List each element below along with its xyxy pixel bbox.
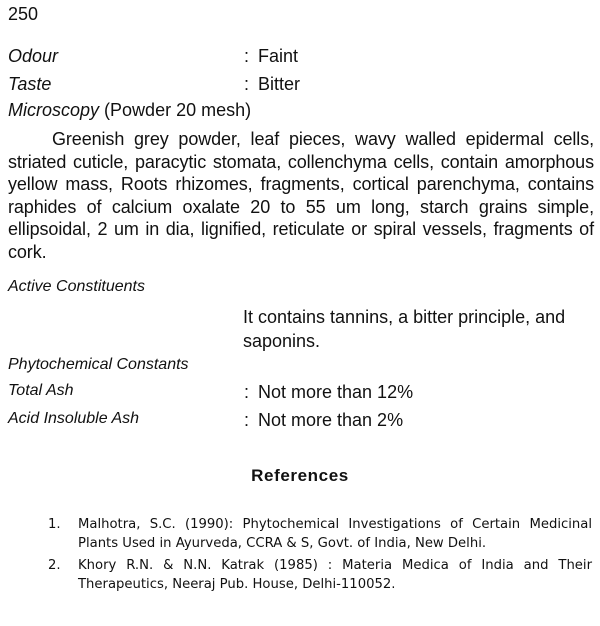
microscopy-heading-note: (Powder 20 mesh) [104, 100, 252, 120]
odour-label: Odour [8, 46, 59, 66]
total-ash-label: Total Ash [8, 382, 74, 399]
reference-item [48, 557, 592, 594]
total-ash-value: Not more than 12% [258, 382, 414, 402]
taste-value: Bitter [258, 74, 301, 94]
reference-item [48, 516, 592, 553]
odour-colon: : [244, 46, 250, 66]
taste-label: Taste [8, 74, 52, 94]
reference-number: 2. [48, 558, 61, 573]
reference-text: Khory R.N. & N.N. Katrak (1985) : Materia Medica of India and Their Therapeutics, Neeraj Pub. House, Delhi-110052. [78, 558, 592, 592]
acid-insoluble-ash-value: Not more than 2% [258, 410, 404, 430]
acid-insoluble-ash-label: Acid Insoluble Ash [8, 410, 140, 427]
page-number: 250 [8, 4, 39, 24]
microscopy-paragraph: Greenish grey powder, leaf pieces, wavy walled epidermal cells, striated cuticle, paracytic stomata, collenchyma cells, contain amorphous yellow mass, Roots rhizomes, fragments, cortical parenchyma, contains raphides of calcium oxalate 20 to 55 um long, starch grains simple, ellipsoidal, 2 um in dia, lignified, reticulate or spiral vessels, fragments of cork. [8, 129, 594, 262]
odour-value: Faint [258, 46, 299, 66]
phytochemical-constants-heading: Phytochemical Constants [8, 356, 189, 373]
active-constituents-heading: Active Constituents [8, 278, 145, 295]
taste-colon: : [244, 74, 250, 94]
microscopy-heading [8, 100, 251, 121]
references-list [48, 516, 592, 598]
acid-insoluble-ash-colon: : [244, 410, 250, 430]
total-ash-colon: : [244, 382, 250, 402]
active-constituents-text: It contains tannins, a bitter principle, and saponins. [243, 307, 566, 351]
reference-number: 1. [48, 517, 61, 532]
references-heading: References [251, 466, 349, 485]
reference-text: Malhotra, S.C. (1990): Phytochemical Investigations of Certain Medicinal Plants Used in Ayurveda, CCRA & S, Govt. of India, New Delhi. [78, 517, 592, 551]
microscopy-heading-label: Microscopy [8, 100, 100, 120]
